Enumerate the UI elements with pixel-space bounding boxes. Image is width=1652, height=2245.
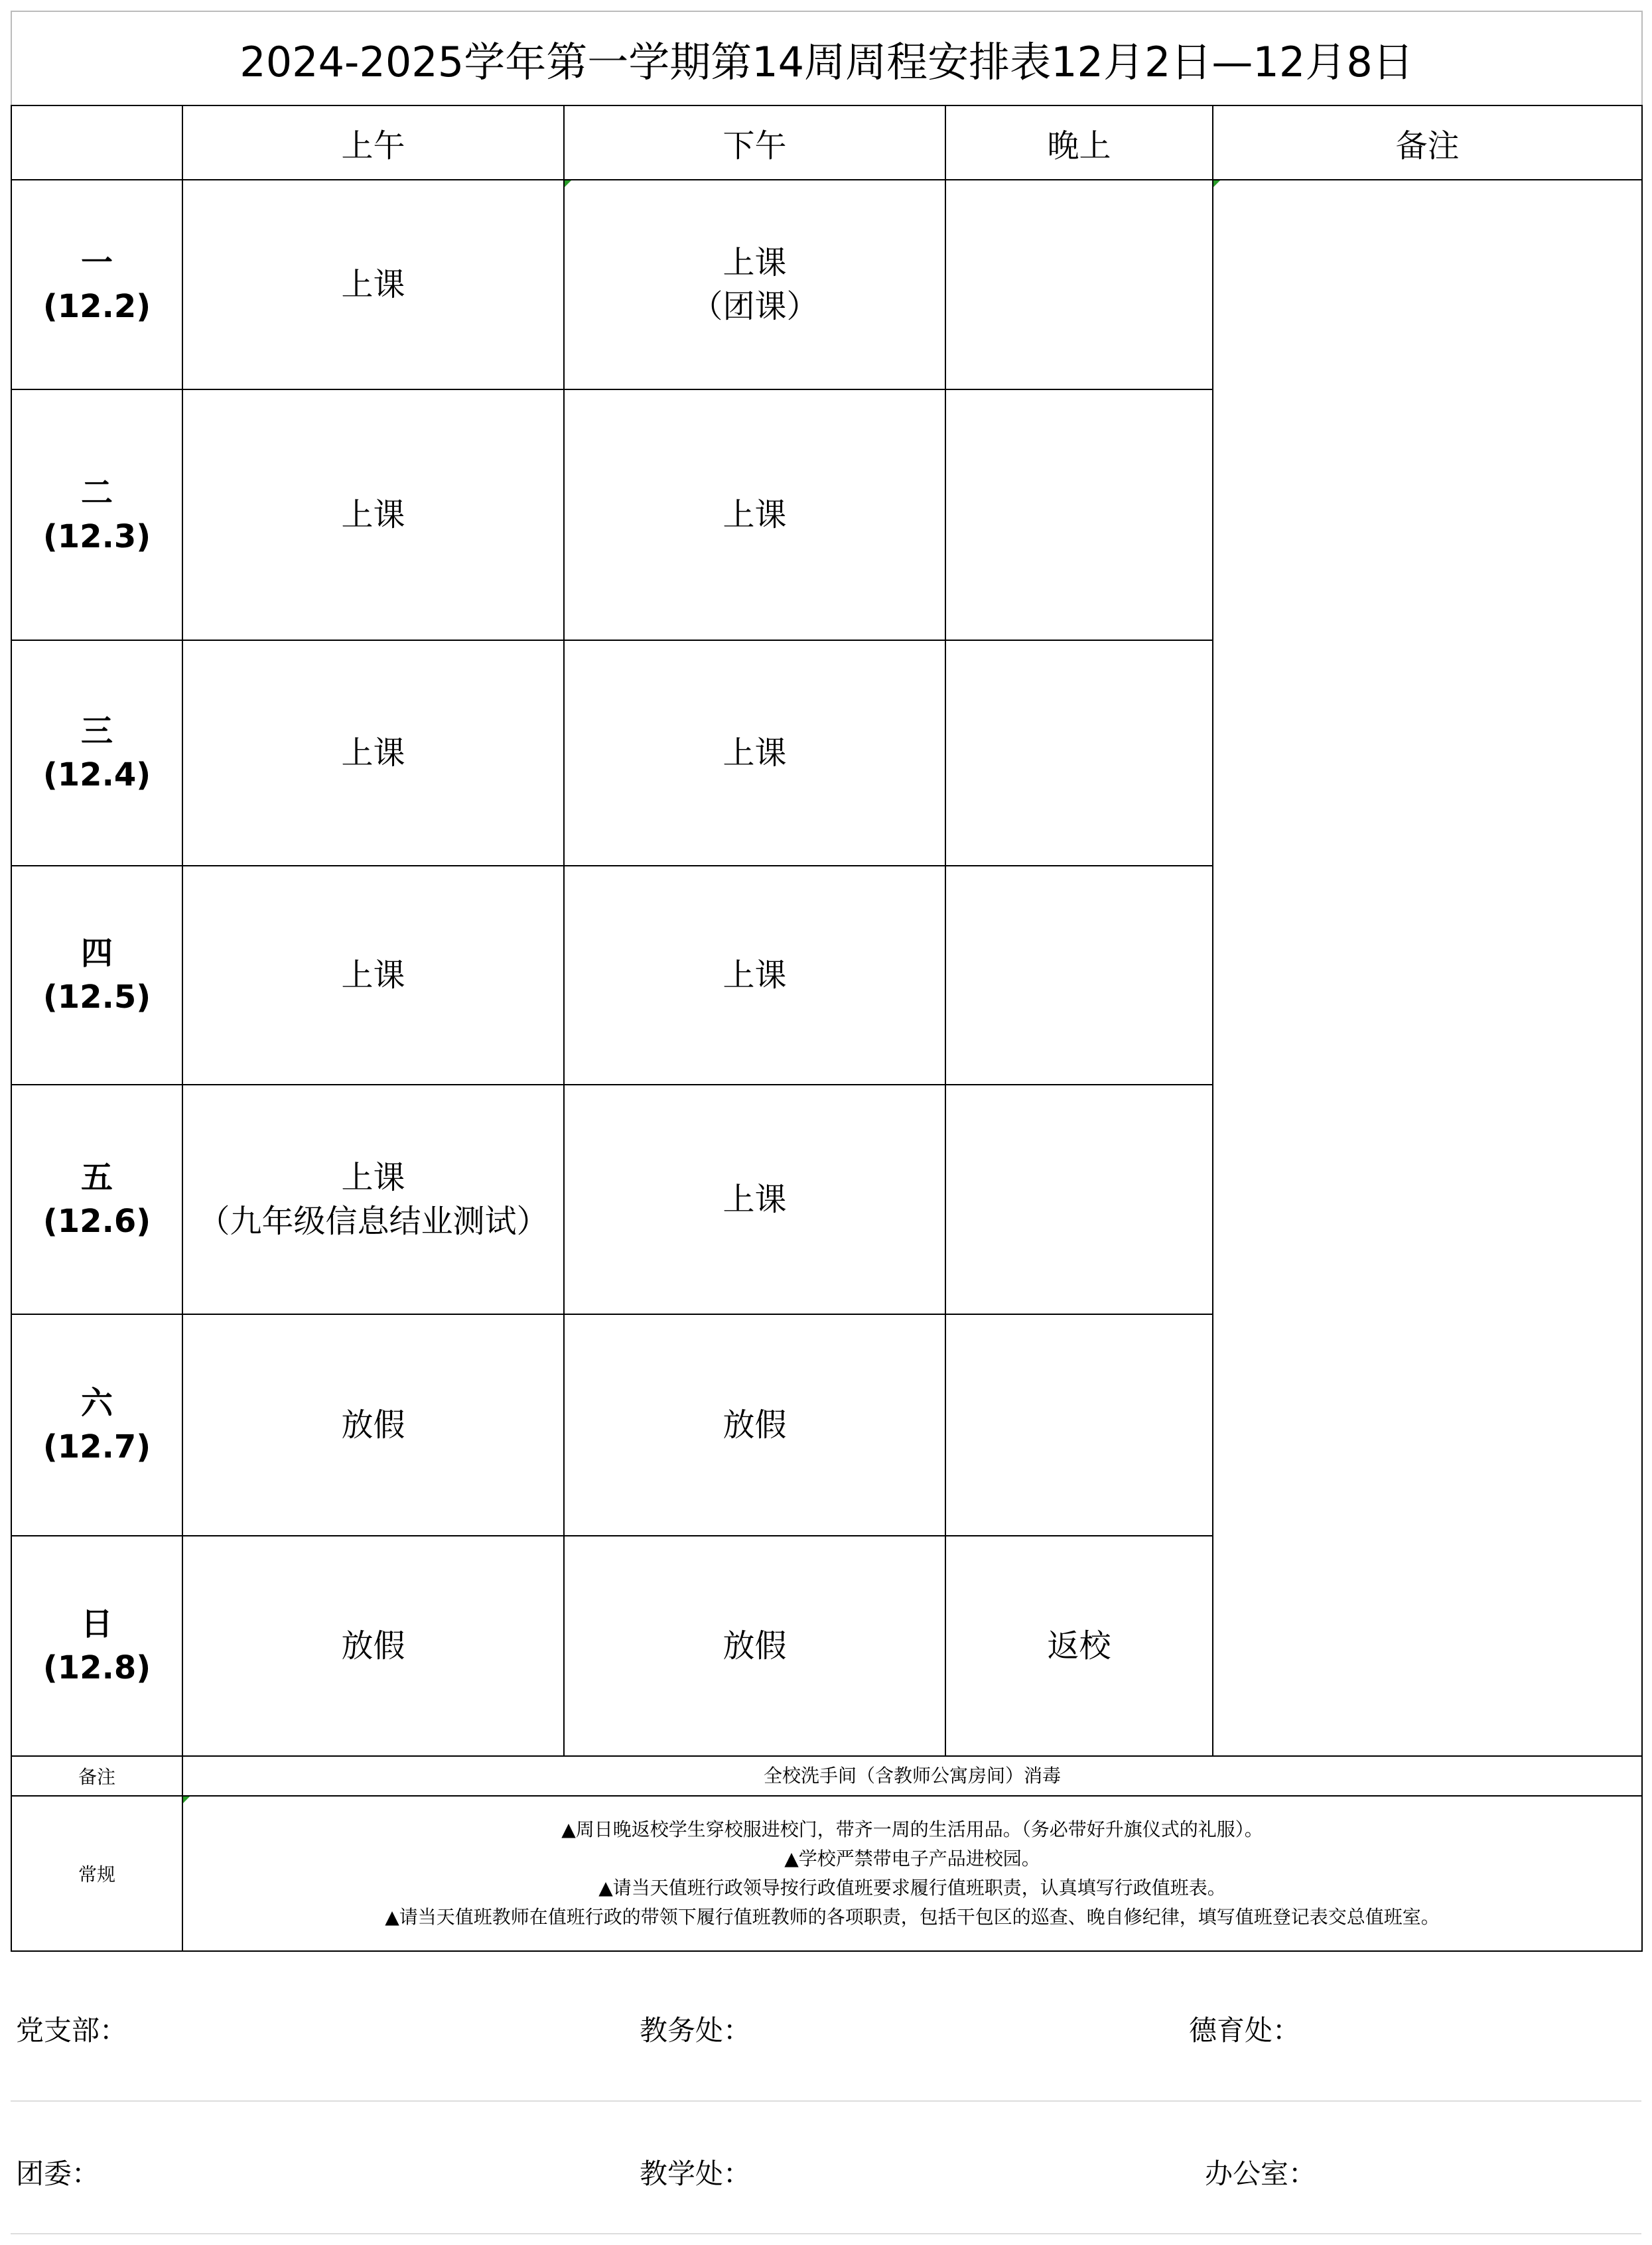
day-label-cell	[11, 1314, 182, 1536]
signature-moral-education: 德育处：	[1189, 2016, 1301, 2047]
header-row	[11, 105, 1642, 180]
morning-cell	[182, 1536, 564, 1756]
afternoon-cell	[564, 180, 945, 389]
note-row	[11, 1756, 1642, 1796]
day-label-cell	[11, 180, 182, 389]
signature-party-branch: 党支部：	[16, 2016, 128, 2047]
weekday-name: 五	[80, 1159, 113, 1196]
schedule-table	[11, 11, 1643, 1952]
routine-text	[182, 1796, 1642, 1951]
weekday-name: 二	[80, 474, 113, 511]
note-label: 备注	[11, 1756, 182, 1796]
signature-general-office: 办公室：	[1205, 2159, 1317, 2190]
afternoon-cell	[564, 1314, 945, 1536]
cell-line: 上课	[723, 496, 787, 533]
weekday-date: (12.4)	[42, 756, 151, 793]
day-label-cell	[11, 640, 182, 866]
weekday-date: (12.5)	[42, 979, 151, 1016]
header-blank	[11, 105, 182, 180]
afternoon-cell	[564, 389, 945, 640]
weekday-name: 三	[80, 713, 113, 750]
evening-cell	[945, 1085, 1213, 1314]
header-morning: 上午	[182, 105, 564, 180]
weekday-date: (12.2)	[42, 288, 151, 325]
weekday-date: (12.6)	[42, 1203, 151, 1240]
evening-cell	[945, 389, 1213, 640]
evening-cell	[945, 640, 1213, 866]
cell-line: 返校	[1047, 1627, 1111, 1665]
schedule-sheet	[11, 11, 1641, 1945]
routine-line: ▲学校严禁带电子产品进校园。	[784, 1848, 1040, 1870]
cell-line: 上课	[723, 734, 787, 772]
afternoon-cell	[564, 640, 945, 866]
header-remarks: 备注	[1213, 105, 1642, 180]
signature-teaching-office: 教学处：	[640, 2159, 752, 2190]
cell-line: 上课	[341, 496, 405, 533]
cell-line: 上课	[341, 957, 405, 994]
header-evening: 晚上	[945, 105, 1213, 180]
weekday-name: 一	[80, 244, 113, 281]
evening-cell	[945, 180, 1213, 389]
weekday-name: 四	[80, 935, 113, 972]
cell-line: （九年级信息结业测试）	[198, 1203, 549, 1240]
morning-cell	[182, 1314, 564, 1536]
signature-divider-bottom	[11, 2233, 1641, 2234]
weekday-date: (12.8)	[42, 1649, 151, 1686]
cell-line: 放假	[723, 1406, 787, 1444]
weekday-date: (12.7)	[42, 1428, 151, 1465]
morning-cell	[182, 640, 564, 866]
weekday-name: 六	[80, 1385, 113, 1422]
routine-line: ▲请当天值班教师在值班行政的带领下履行值班教师的各项职责，包括干包区的巡查、晚自修纪律，填写值班登记表交总值班室。	[385, 1906, 1440, 1928]
cell-line: 上课	[723, 957, 787, 994]
afternoon-cell	[564, 1536, 945, 1756]
routine-row	[11, 1796, 1642, 1951]
signature-youth-league: 团委：	[16, 2159, 100, 2190]
evening-cell	[945, 1314, 1213, 1536]
evening-cell	[945, 866, 1213, 1085]
evening-cell	[945, 1536, 1213, 1756]
page-title: 2024-2025学年第一学期第14周周程安排表12月2日—12月8日	[11, 11, 1642, 105]
afternoon-cell	[564, 1085, 945, 1314]
day-label-cell	[11, 866, 182, 1085]
routine-label: 常规	[11, 1796, 182, 1951]
cell-line: 放假	[341, 1627, 405, 1665]
routine-line: ▲周日晚返校学生穿校服进校门，带齐一周的生活用品。（务必带好升旗仪式的礼服）。	[561, 1818, 1263, 1840]
morning-cell	[182, 389, 564, 640]
morning-cell	[182, 1085, 564, 1314]
day-label-cell	[11, 1536, 182, 1756]
note-text: 全校洗手间（含教师公寓房间）消毒	[182, 1756, 1642, 1796]
weekday-name: 日	[80, 1605, 113, 1643]
cell-line: 放假	[723, 1627, 787, 1665]
cell-line: 上课	[341, 734, 405, 772]
cell-line: 上课	[723, 1181, 787, 1218]
cell-line: 上课	[723, 244, 787, 281]
cell-line: 上课	[341, 1159, 405, 1196]
day-label-cell	[11, 389, 182, 640]
signature-divider	[11, 2100, 1641, 2102]
title-row	[11, 11, 1642, 105]
signature-academic-affairs: 教务处：	[640, 2016, 752, 2047]
day-label-cell	[11, 1085, 182, 1314]
cell-line: 上课	[341, 266, 405, 303]
remarks-column-cell	[1213, 180, 1642, 1756]
cell-line: 放假	[341, 1406, 405, 1444]
weekday-date: (12.3)	[42, 518, 151, 555]
morning-cell	[182, 866, 564, 1085]
morning-cell	[182, 180, 564, 389]
afternoon-cell	[564, 866, 945, 1085]
header-afternoon: 下午	[564, 105, 945, 180]
cell-line: （团课）	[691, 288, 819, 325]
day-row	[11, 180, 1642, 389]
routine-line: ▲请当天值班行政领导按行政值班要求履行值班职责，认真填写行政值班表。	[598, 1877, 1226, 1899]
